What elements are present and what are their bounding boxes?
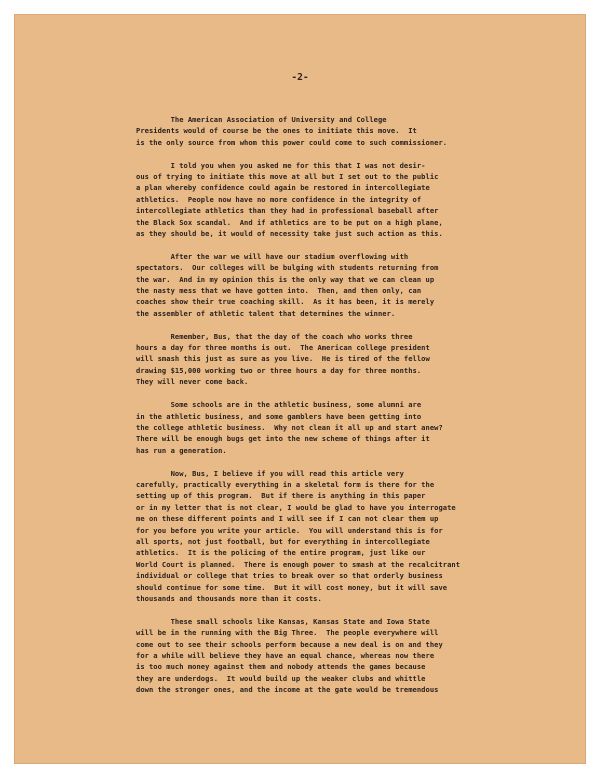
text-line: Presidents would of course be the ones to initiate this move. It <box>136 126 417 136</box>
text-line: will be in the running with the Big Three. The people everywhere will <box>136 628 439 638</box>
text-line: carefully, practically everything in a skeletal form is there for the <box>136 479 435 489</box>
paragraph <box>136 331 556 388</box>
text-line: should continue for some time. But it will cost money, but it will save <box>136 582 448 592</box>
text-line: a plan whereby confidence could again be restored in intercollegiate <box>136 183 430 193</box>
text-line: the war. And in my opinion this is the only way that we can clean up <box>136 274 435 284</box>
text-line: down the stronger ones, and the income at the gate would be tremendous <box>136 685 439 695</box>
paragraph <box>136 251 556 319</box>
text-line: in the athletic business, and some gamblers have been getting into <box>136 411 422 421</box>
text-line: I told you when you asked me for this that I was not desir- <box>136 160 426 170</box>
text-line: the nasty mess that we have gotten into. Then, and then only, can <box>136 286 422 296</box>
text-line: will smash this just as sure as you live. He is tired of the fellow <box>136 354 430 364</box>
text-line: all sports, not just football, but for everything in intercollegiate <box>136 536 430 546</box>
text-line: ous of trying to initiate this move at all but I set out to the public <box>136 172 439 182</box>
text-line: the Black Sox scandal. And if athletics are to be put on a high plane, <box>136 217 443 227</box>
text-line: World Court is planned. There is enough power to smash at the recalcitrant <box>136 559 461 569</box>
text-line: hours a day for three months is out. The American college president <box>136 343 430 353</box>
page-number: -2- <box>291 72 309 83</box>
text-line: athletics. People now have no more confidence in the integrity of <box>136 194 422 204</box>
text-line: After the war we will have our stadium overflowing with <box>136 251 409 261</box>
paragraph <box>136 468 556 605</box>
text-line: athletics. It is the policing of the entire program, just like our <box>136 548 426 558</box>
text-line: the assembler of athletic talent that determines the winner. <box>136 308 396 318</box>
text-line: spectators. Our colleges will be bulging with students returning from <box>136 263 439 273</box>
text-line: or in my letter that is not clear, I would be glad to have you interrogate <box>136 502 456 512</box>
text-line: thousands and thousands more than it costs. <box>136 593 322 603</box>
paragraph <box>136 399 556 456</box>
text-line: has run a generation. <box>136 445 227 455</box>
text-line: Some schools are in the athletic business, some alumni are <box>136 400 422 410</box>
text-line: setting up of this program. But if there is anything in this paper <box>136 491 426 501</box>
text-line: they are underdogs. It would build up the weaker clubs and whittle <box>136 673 426 683</box>
text-line: is the only source from whom this power could come to such commissioner. <box>136 137 448 147</box>
text-line: intercollegiate athletics than they had in professional baseball after <box>136 206 439 216</box>
text-line: drawing $15,000 working two or three hours a day for three months. <box>136 365 422 375</box>
typed-page <box>14 14 586 764</box>
text-line: come out to see their schools perform because a new deal is on and they <box>136 639 443 649</box>
text-line: for you before you write your article. You will understand this is for <box>136 525 443 535</box>
text-line: Now, Bus, I believe if you will read this article very <box>136 468 404 478</box>
text-line: is too much money against them and nobody attends the games because <box>136 662 426 672</box>
paragraph <box>136 114 556 148</box>
text-line: The American Association of University and College <box>136 115 387 124</box>
text-line: Remember, Bus, that the day of the coach who works three <box>136 331 413 341</box>
text-line: They will never come back. <box>136 377 249 387</box>
text-line: as they should be, it would of necessity take just such action as this. <box>136 229 443 239</box>
letter-body <box>136 114 556 707</box>
text-line: the college athletic business. Why not clean it all up and start anew? <box>136 422 443 432</box>
text-line: individual or college that tries to break over so that orderly business <box>136 571 443 581</box>
text-line: for a while will believe they have an equal chance, whereas now there <box>136 651 435 660</box>
paragraph <box>136 160 556 240</box>
text-line: These small schools like Kansas, Kansas State and Iowa State <box>136 616 430 626</box>
text-line: There will be enough bugs get into the new scheme of things after it <box>136 434 430 444</box>
text-line: me on these different points and I will see if I can not clear them up <box>136 514 439 524</box>
text-line: coaches show their true coaching skill. As it has been, it is merely <box>136 297 435 307</box>
paragraph <box>136 616 556 696</box>
